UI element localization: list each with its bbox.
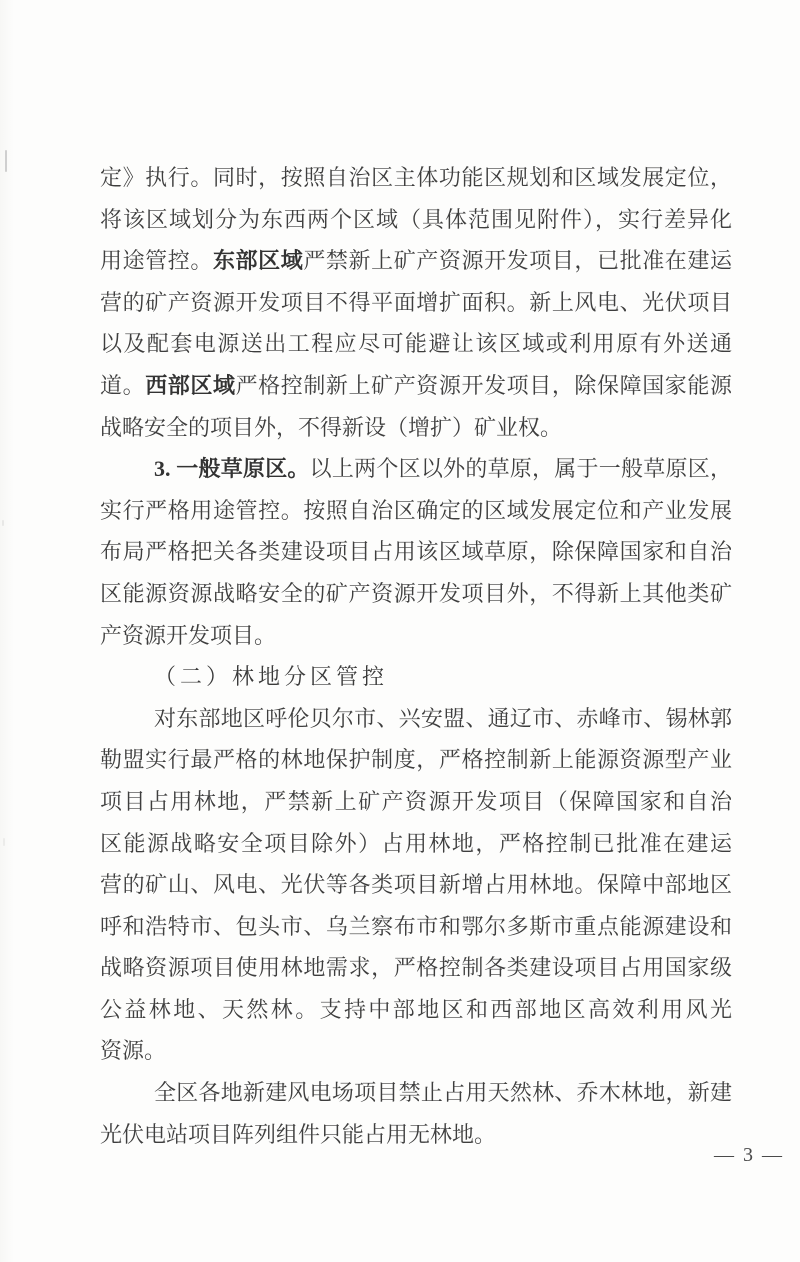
text-segment: 营的矿山、风电、光伏等各类项目新增占用林地。保障中部地区	[100, 872, 732, 898]
scan-artifact	[2, 520, 4, 526]
text-line	[100, 448, 732, 490]
text-line	[100, 615, 732, 657]
text-line	[100, 823, 732, 865]
text-line	[100, 490, 732, 532]
text-segment: 营的矿产资源开发项目不得平面增扩面积。新上风电、光伏项目	[100, 289, 732, 315]
text-segment: 布局严格把关各类建设项目占用该区域草原，除保障国家和自治	[100, 539, 732, 565]
text-segment: 战略资源项目使用林地需求，严格控制各类建设项目占用国家级	[100, 955, 732, 981]
page-number: — 3 —	[714, 1144, 784, 1166]
text-line	[100, 282, 732, 324]
text-segment: 严格控制新上矿产资源开发项目，除保障国家能源	[235, 372, 732, 398]
document-body	[100, 157, 732, 1155]
text-line	[100, 906, 732, 948]
text-segment: 用途管控。	[100, 248, 213, 274]
text-segment: 以及配套电源送出工程应尽可能避让该区域或利用原有外送通	[100, 331, 732, 357]
text-line	[100, 947, 732, 989]
text-segment: 勒盟实行最严格的林地保护制度，严格控制新上能源资源型产业	[100, 747, 732, 773]
text-line	[100, 1030, 732, 1072]
text-line	[100, 864, 732, 906]
text-segment: 项目占用林地，严禁新上矿产资源开发项目（保障国家和自治	[100, 788, 732, 814]
text-segment: 严禁新上矿产资源开发项目，已批准在建运	[303, 248, 732, 274]
bold-text-segment: 3. 一般草原区。	[154, 456, 310, 482]
text-line	[100, 199, 732, 241]
text-segment: 全区各地新建风电场项目禁止占用天然林、乔木林地，新建	[154, 1080, 732, 1106]
text-line	[100, 781, 732, 823]
text-segment: 以上两个区以外的草原，属于一般草原区，	[309, 456, 732, 482]
text-line	[100, 531, 732, 573]
text-segment: 产资源开发项目。	[100, 622, 277, 648]
text-line	[100, 157, 732, 199]
text-line	[100, 698, 732, 740]
text-segment: 将该区域划分为东西两个区域（具体范围见附件），实行差异化	[100, 206, 732, 232]
scan-artifact	[3, 838, 5, 846]
text-line	[100, 739, 732, 781]
text-segment: 战略安全的项目外，不得新设（增扩）矿业权。	[100, 414, 563, 440]
text-segment: 资源。	[100, 1038, 167, 1064]
text-line	[100, 1072, 732, 1114]
text-segment: 光伏电站项目阵列组件只能占用无林地。	[100, 1121, 497, 1147]
scan-artifact	[5, 150, 7, 172]
text-line	[100, 407, 732, 449]
text-segment: 对东部地区呼伦贝尔市、兴安盟、通辽市、赤峰市、锡林郭	[154, 705, 732, 731]
text-line	[100, 365, 732, 407]
bold-text-segment: 西部区域	[145, 372, 236, 398]
text-segment: （二）林地分区管控	[154, 664, 389, 690]
text-segment: 公益林地、天然林。支持中部地区和西部地区高效利用风光	[100, 996, 732, 1022]
text-segment: 区能源资源战略安全的矿产资源开发项目外，不得新上其他类矿	[100, 580, 732, 606]
text-segment: 定》执行。同时，按照自治区主体功能区规划和区域发展定位，	[100, 165, 732, 190]
text-line	[100, 1114, 732, 1156]
text-segment: 呼和浩特市、包头市、乌兰察布市和鄂尔多斯市重点能源建设和	[100, 913, 732, 939]
section-subheading	[100, 656, 732, 698]
text-segment: 道。	[100, 372, 146, 398]
text-line	[100, 989, 732, 1031]
text-line	[100, 323, 732, 365]
text-segment: 区能源战略安全项目除外）占用林地，严格控制已批准在建运	[100, 830, 732, 856]
bold-text-segment: 东部区域	[212, 248, 304, 274]
text-segment: 实行严格用途管控。按照自治区确定的区域发展定位和产业发展	[100, 497, 732, 523]
text-line	[100, 240, 732, 282]
text-line	[100, 573, 732, 615]
